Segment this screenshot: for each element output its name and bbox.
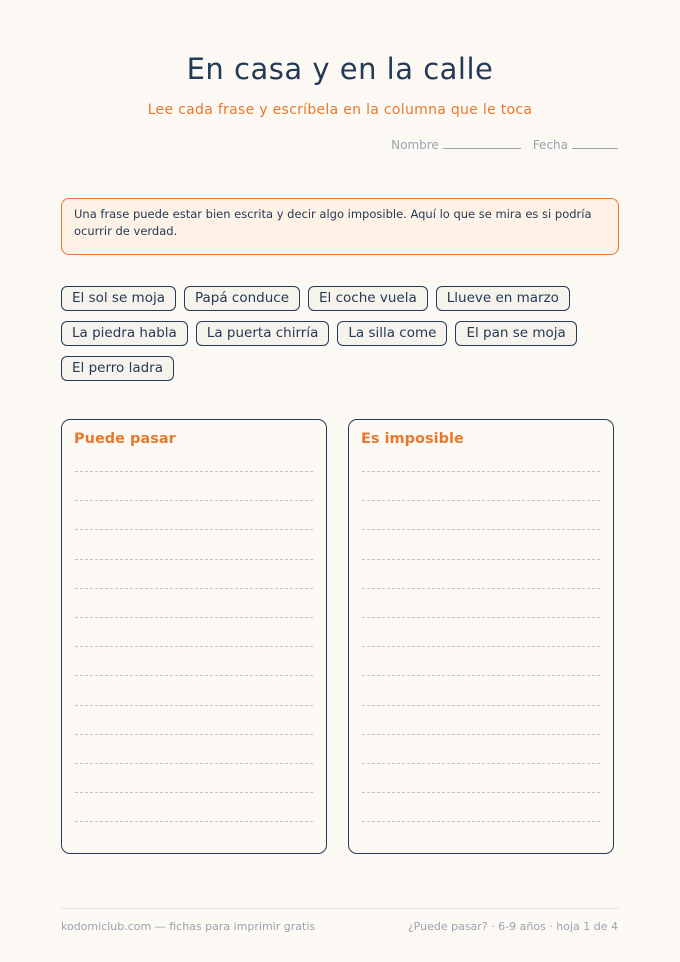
phrase-chip[interactable]: Llueve en marzo	[436, 286, 570, 311]
writing-line[interactable]	[75, 646, 313, 647]
writing-line[interactable]	[75, 792, 313, 793]
writing-line[interactable]	[362, 763, 600, 764]
writing-line[interactable]	[362, 675, 600, 676]
writing-line[interactable]	[362, 529, 600, 530]
writing-line[interactable]	[362, 734, 600, 735]
phrase-chip[interactable]: La puerta chirría	[196, 321, 330, 346]
writing-line[interactable]	[75, 471, 313, 472]
writing-line[interactable]	[75, 617, 313, 618]
phrase-chip[interactable]: El coche vuela	[308, 286, 428, 311]
writing-line[interactable]	[75, 559, 313, 560]
writing-line[interactable]	[362, 646, 600, 647]
footer-site-credit: kodomiclub.com — fichas para imprimir gratis	[61, 920, 316, 933]
footer-divider	[61, 908, 618, 909]
writing-line[interactable]	[75, 821, 313, 822]
column-title-es-imposible: Es imposible	[361, 431, 464, 447]
writing-line[interactable]	[362, 588, 600, 589]
phrase-chip[interactable]: La piedra habla	[61, 321, 188, 346]
column-title-puede-pasar: Puede pasar	[74, 431, 176, 447]
date-field[interactable]	[533, 138, 618, 152]
column-puede-pasar	[61, 419, 327, 854]
hint-note-box: Una frase puede estar bien escrita y decir algo imposible. Aquí lo que se mira es si podría ocurrir de verdad.	[61, 198, 619, 255]
page-title: En casa y en la calle	[186, 52, 494, 86]
column-es-imposible	[348, 419, 614, 854]
phrase-chip[interactable]: El pan se moja	[455, 321, 576, 346]
writing-line[interactable]	[362, 617, 600, 618]
phrase-chip[interactable]: El sol se moja	[61, 286, 176, 311]
date-blank-line[interactable]	[572, 138, 618, 149]
writing-line[interactable]	[362, 792, 600, 793]
name-date-fields	[391, 138, 618, 152]
writing-line[interactable]	[75, 763, 313, 764]
name-label: Nombre	[391, 138, 439, 152]
writing-line[interactable]	[362, 471, 600, 472]
writing-line[interactable]	[75, 705, 313, 706]
phrase-chip[interactable]: El perro ladra	[61, 356, 174, 381]
writing-line[interactable]	[362, 500, 600, 501]
writing-line[interactable]	[75, 734, 313, 735]
instructions-subtitle: Lee cada frase y escríbela en la columna que le toca	[147, 102, 533, 118]
date-label: Fecha	[532, 138, 568, 152]
writing-line[interactable]	[362, 559, 600, 560]
writing-line[interactable]	[75, 675, 313, 676]
writing-line[interactable]	[75, 588, 313, 589]
phrase-chip[interactable]: Papá conduce	[184, 286, 300, 311]
footer-sheet-info: ¿Puede pasar? · 6-9 años · hoja 1 de 4	[407, 920, 618, 933]
writing-line[interactable]	[362, 705, 600, 706]
name-blank-line[interactable]	[443, 138, 521, 149]
writing-line[interactable]	[75, 500, 313, 501]
phrase-bank	[61, 286, 621, 381]
writing-line[interactable]	[362, 821, 600, 822]
phrase-chip[interactable]: La silla come	[337, 321, 447, 346]
name-field[interactable]	[391, 138, 521, 152]
writing-line[interactable]	[75, 529, 313, 530]
